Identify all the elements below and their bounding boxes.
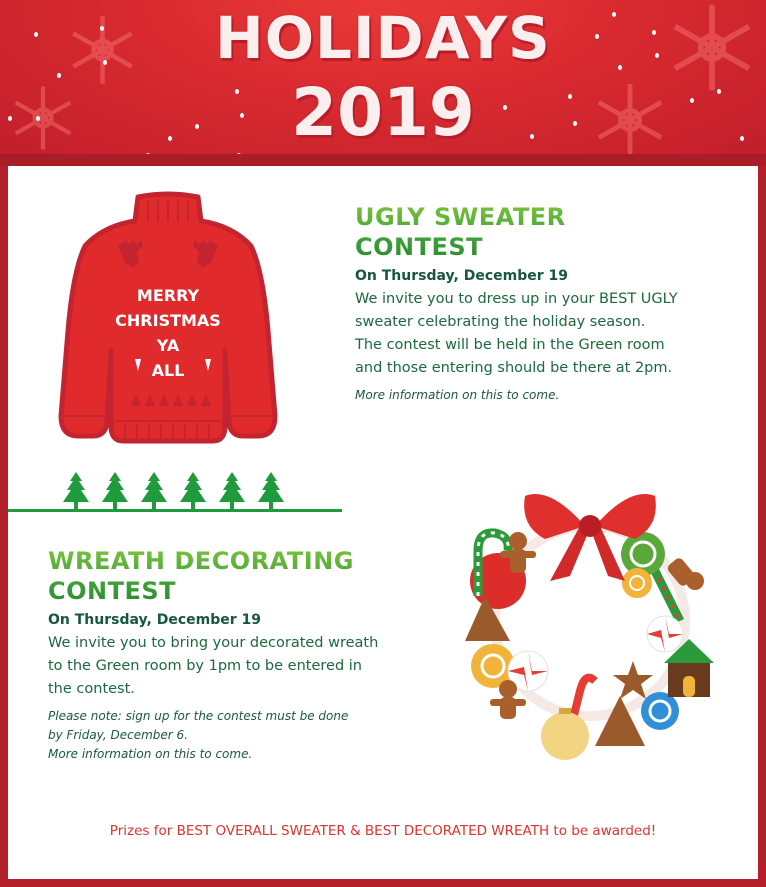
event-date: On Thursday, December 19 (355, 268, 569, 284)
pine-tree-icon (63, 472, 89, 510)
banner-divider (0, 154, 766, 166)
event-note: More information on this to come. (355, 388, 560, 402)
tree-row (63, 472, 284, 510)
sweater-slogan: MERRY CHRISTMAS YA ALL (115, 286, 221, 380)
wreath-section (48, 546, 428, 764)
pine-tree-icon (219, 472, 245, 510)
pine-tree-icon (180, 472, 206, 510)
pine-tree-icon (141, 472, 167, 510)
pine-tree-icon (258, 472, 284, 510)
pine-tree-icon (102, 472, 128, 510)
event-description: We invite you to dress up in your BEST UGLY sweater celebrating the holiday season. The contest will be held in the Green room and those entering should be there at 2pm. (355, 291, 678, 376)
ugly-sweater-illustration (53, 191, 283, 456)
section-heading: UGLY SWEATER CONTEST (355, 202, 735, 262)
event-date: On Thursday, December 19 (48, 612, 262, 628)
content-card (8, 166, 758, 879)
ugly-sweater-section (355, 202, 735, 405)
banner-title: HOLIDAYS (215, 4, 551, 72)
prizes-announcement: Prizes for BEST OVERALL SWEATER & BEST DECORATED WREATH to be awarded! (109, 823, 657, 839)
holiday-banner (0, 0, 766, 158)
candy-wreath-illustration (440, 471, 730, 761)
section-divider (8, 509, 342, 512)
section-heading: WREATH DECORATING CONTEST (48, 546, 428, 606)
event-description: We invite you to bring your decorated wreath to the Green room by 1pm to be entered in the contest. (48, 635, 379, 697)
event-note: Please note: sign up for the contest must be done by Friday, December 6. More information on this to come. (48, 709, 349, 761)
banner-year: 2019 (291, 74, 475, 151)
